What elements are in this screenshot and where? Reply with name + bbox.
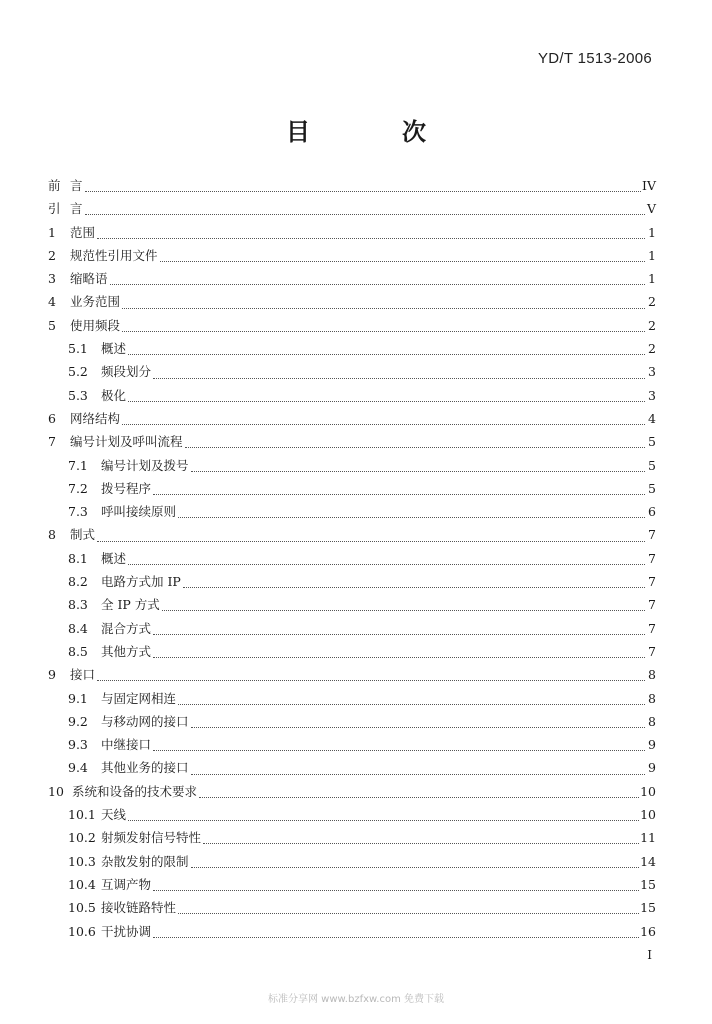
toc-entry[interactable] [48, 502, 656, 525]
toc-entry[interactable] [48, 922, 656, 945]
toc-entry-number: 7.3 [68, 504, 88, 520]
toc-entry-page: 7 [648, 550, 656, 566]
toc-entry-page: 11 [640, 830, 656, 846]
toc-leader-dots [203, 843, 639, 844]
toc-entry-number: 3 [48, 271, 56, 287]
toc-leader-dots [153, 378, 645, 379]
toc-entry-label: 杂散发射的限制 [101, 853, 189, 869]
watermark: 标准分享网 www.bzfxw.com 免费下载 [268, 994, 444, 1005]
toc-leader-dots [191, 867, 640, 868]
toc-entry-label: 射频发射信号特性 [101, 830, 202, 846]
toc-entry-number: 7.2 [68, 480, 88, 496]
toc-entry[interactable] [48, 292, 656, 315]
toc-entry-label: 与固定网相连 [101, 690, 177, 706]
toc-entry[interactable] [48, 735, 656, 758]
toc-entry[interactable] [48, 223, 656, 246]
toc-entry-page: 9 [648, 760, 656, 776]
toc-leader-dots [85, 191, 642, 192]
toc-entry-number: 前 [48, 178, 61, 193]
toc-leader-dots [153, 634, 645, 635]
toc-entry[interactable] [48, 479, 656, 502]
toc-entry-number: 8.5 [68, 643, 88, 659]
toc-leader-dots [153, 750, 645, 751]
toc-entry[interactable] [48, 316, 656, 339]
toc-leader-dots [110, 284, 645, 285]
toc-entry-label: 互调产物 [101, 876, 152, 892]
toc-entry-number: 10.3 [68, 853, 96, 869]
toc-entry-label: 业务范围 [70, 294, 121, 310]
toc-leader-dots [85, 214, 645, 215]
toc-entry-page: 2 [648, 294, 656, 310]
toc-entry-label: 全 IP 方式 [101, 597, 160, 613]
toc-entry-label: 接收链路特性 [101, 900, 177, 916]
toc-entry-number: 8.4 [68, 620, 88, 636]
toc-leader-dots [97, 680, 645, 681]
toc-entry[interactable] [48, 898, 656, 921]
toc-entry-label: 使用频段 [70, 317, 121, 333]
toc-entry-number: 9.4 [68, 760, 88, 776]
toc-entry-label: 概述 [101, 341, 127, 357]
toc-entry[interactable] [48, 782, 656, 805]
toc-leader-dots [128, 820, 639, 821]
toc-leader-dots [122, 424, 645, 425]
toc-entry-page: V [646, 201, 656, 217]
toc-leader-dots [162, 610, 645, 611]
toc-leader-dots [122, 308, 645, 309]
toc-entry[interactable] [48, 409, 656, 432]
toc-leader-dots [97, 238, 645, 239]
toc-entry-number: 9.2 [68, 713, 88, 729]
toc-entry-page: 7 [648, 574, 656, 590]
toc-entry-page: 4 [648, 410, 656, 426]
toc-entry[interactable] [48, 805, 656, 828]
toc-entry[interactable] [48, 199, 656, 222]
toc-entry-page: 1 [648, 271, 656, 287]
toc-entry-label: 范围 [70, 224, 96, 240]
toc-entry[interactable] [48, 828, 656, 851]
toc-entry[interactable] [48, 432, 656, 455]
toc-entry[interactable] [48, 572, 656, 595]
toc-entry-number: 10.1 [68, 807, 96, 823]
toc-entry[interactable] [48, 269, 656, 292]
toc-leader-dots [178, 913, 639, 914]
toc-entry-number: 4 [48, 294, 56, 310]
toc-entry-label: 混合方式 [101, 620, 152, 636]
toc-leader-dots [153, 657, 645, 658]
toc-leader-dots [153, 890, 639, 891]
toc-leader-dots [128, 564, 645, 565]
toc-entry-number: 8 [48, 527, 56, 543]
toc-entry-page: 14 [640, 853, 656, 869]
table-of-contents [48, 176, 656, 945]
toc-entry-number: 8.2 [68, 574, 88, 590]
toc-entry[interactable] [48, 642, 656, 665]
toc-entry-label: 频段划分 [101, 364, 152, 380]
toc-leader-dots [199, 797, 639, 798]
toc-leader-dots [178, 517, 645, 518]
toc-entry[interactable] [48, 665, 656, 688]
toc-entry[interactable] [48, 712, 656, 735]
toc-entry-label: 电路方式加 IP [101, 574, 181, 590]
toc-entry-page: 2 [648, 317, 656, 333]
toc-entry-number: 引 [48, 201, 61, 217]
toc-entry-number: 9 [48, 667, 56, 683]
toc-entry-label: 中继接口 [101, 737, 152, 753]
toc-entry-page: 7 [648, 597, 656, 613]
toc-entry[interactable] [48, 246, 656, 269]
toc-entry[interactable] [48, 595, 656, 618]
toc-entry-page: 1 [648, 224, 656, 240]
toc-entry-number: 10.6 [68, 923, 96, 939]
toc-entry-page: 3 [648, 364, 656, 380]
toc-entry-label: 与移动网的接口 [101, 713, 189, 729]
toc-entry-page: 6 [648, 504, 656, 520]
toc-entry[interactable] [48, 619, 656, 642]
toc-entry-number: 5 [48, 317, 56, 333]
toc-leader-dots [185, 447, 645, 448]
toc-entry-number: 10.2 [68, 830, 96, 846]
toc-leader-dots [183, 587, 645, 588]
toc-entry-page: 3 [648, 387, 656, 403]
toc-entry-page: 7 [648, 620, 656, 636]
toc-entry[interactable] [48, 875, 656, 898]
toc-entry-label: 编号计划及拨号 [101, 457, 189, 473]
toc-entry-number: 9.3 [68, 737, 88, 753]
toc-leader-dots [128, 401, 645, 402]
toc-entry-number: 1 [48, 224, 56, 240]
toc-entry-label: 网络结构 [70, 410, 121, 426]
toc-entry-number: 10.5 [68, 900, 96, 916]
toc-entry-number: 7 [48, 434, 56, 450]
toc-entry-label: 其他业务的接口 [101, 760, 189, 776]
toc-leader-dots [178, 704, 645, 705]
toc-leader-dots [153, 494, 645, 495]
toc-entry-number: 7.1 [68, 457, 88, 473]
toc-entry-page: 15 [640, 900, 656, 916]
toc-entry-number: 10 [48, 783, 64, 799]
toc-entry-number: 5.3 [68, 387, 88, 403]
toc-entry-number: 8.3 [68, 597, 88, 613]
toc-entry-label: 编号计划及呼叫流程 [70, 434, 183, 450]
toc-entry-number: 5.2 [68, 364, 88, 380]
toc-entry-page: 5 [648, 480, 656, 496]
toc-entry-page: 7 [648, 643, 656, 659]
toc-entry-label: 极化 [101, 387, 127, 403]
toc-entry-label: 拨号程序 [101, 480, 152, 496]
toc-entry-page: 16 [640, 923, 656, 939]
toc-entry-page: 7 [648, 527, 656, 543]
toc-entry-label: 系统和设备的技术要求 [72, 783, 198, 799]
toc-entry-number: 8.1 [68, 550, 88, 566]
toc-entry-label: 天线 [101, 807, 127, 823]
toc-entry-number: 5.1 [68, 341, 88, 357]
toc-entry-page: 5 [648, 457, 656, 473]
page-number: I [647, 948, 652, 962]
toc-entry-number: 2 [48, 247, 56, 263]
toc-entry-number: 6 [48, 410, 56, 426]
toc-entry-number: 9.1 [68, 690, 88, 706]
toc-entry-label: 规范性引用文件 [70, 247, 158, 263]
toc-entry-page: 5 [648, 434, 656, 450]
toc-entry[interactable] [48, 525, 656, 548]
toc-entry-label: 其他方式 [101, 643, 152, 659]
toc-entry-label: 概述 [101, 550, 127, 566]
toc-leader-dots [191, 471, 645, 472]
toc-leader-dots [191, 774, 645, 775]
toc-entry[interactable] [48, 176, 656, 199]
toc-entry-page: 8 [648, 713, 656, 729]
toc-entry-page: 8 [648, 667, 656, 683]
toc-entry[interactable] [48, 758, 656, 781]
toc-entry-page: 10 [640, 783, 656, 799]
toc-entry-label: 接口 [70, 667, 96, 683]
toc-entry-number: 10.4 [68, 876, 96, 892]
page-title: 目 次 [286, 118, 460, 146]
toc-leader-dots [97, 541, 645, 542]
doc-code: YD/T 1513-2006 [538, 50, 652, 67]
toc-entry-page: 1 [648, 247, 656, 263]
toc-entry-page: 10 [640, 807, 656, 823]
toc-entry-label: 言 [70, 201, 83, 217]
toc-entry-page: IV [642, 178, 656, 193]
toc-leader-dots [153, 937, 639, 938]
toc-entry[interactable] [48, 362, 656, 385]
toc-leader-dots [191, 727, 645, 728]
toc-entry-label: 言 [70, 178, 83, 193]
toc-entry-page: 8 [648, 690, 656, 706]
toc-entry[interactable] [48, 852, 656, 875]
toc-entry[interactable] [48, 689, 656, 712]
toc-entry[interactable] [48, 549, 656, 572]
toc-entry-page: 9 [648, 737, 656, 753]
toc-entry-page: 15 [640, 876, 656, 892]
toc-entry-page: 2 [648, 341, 656, 357]
toc-entry[interactable] [48, 386, 656, 409]
toc-entry[interactable] [48, 456, 656, 479]
toc-entry-label: 缩略语 [70, 271, 108, 287]
toc-entry-label: 干扰协调 [101, 923, 152, 939]
toc-entry-label: 制式 [70, 527, 96, 543]
toc-entry-label: 呼叫接续原则 [101, 504, 177, 520]
toc-entry[interactable] [48, 339, 656, 362]
toc-leader-dots [122, 331, 645, 332]
toc-leader-dots [128, 354, 645, 355]
toc-leader-dots [160, 261, 645, 262]
